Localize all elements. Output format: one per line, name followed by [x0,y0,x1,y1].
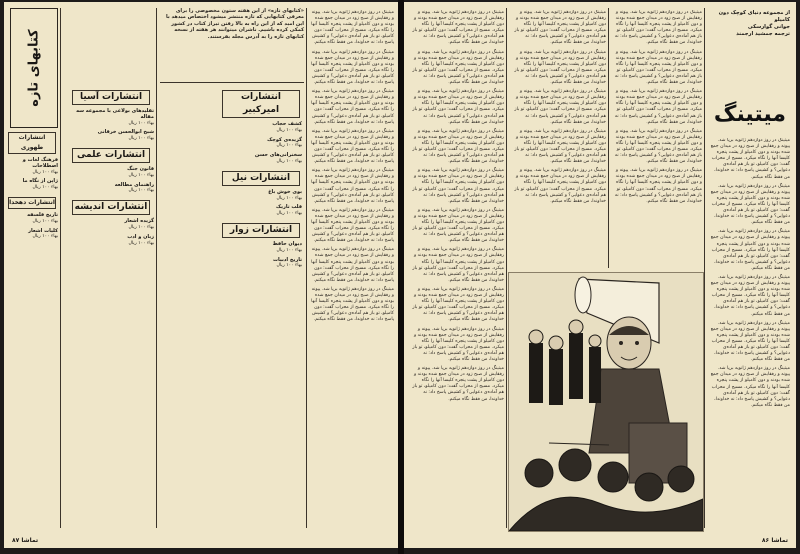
magazine-footer-right: ۸۶ تماشا [761,537,788,544]
book-entry: فرهنگ لغات و اصطلاحات بهاء ۱۰۰ ریال [22,157,58,175]
publisher-header: انتشارات دهخدا [8,197,56,209]
book-entry: قلب تاریک بهاء ۱۰۰ ریال [276,204,302,217]
section-title: کتابهای تازه [26,29,42,107]
book-entry: تقلیدهای بولاغی با مجموعه سه مقاله بهاء ۱۰۰ ریال [76,108,154,126]
section-title-box [10,8,58,128]
story-illustration [508,272,704,532]
book-entry: گزیده اشعار بهاء ۱۰۰ ریال [124,218,154,230]
column-rule [156,8,157,528]
story-column-4: میتینگ در روز دوازدهم ژانویه برپا شد. پپونه و رفقایش از صبح زود در میدان جمع شده بودند و دون کامیلو از پشت پنجره کلیسا آنها را نگاه میکرد. مسیح از محراب گفت: دون کامیلو، تو باز هم آماده‌ی دعوایی؟ و کشیش پاسخ داد: نه خداوندا، من فقط نگاه میکنم. میتینگ در روز دوازدهم ژانویه برپا شد. پپونه و رفقایش از صبح زود در میدان جمع شده بودند و دون کامیلو از پشت پنجره کلیسا آنها را نگاه میکرد. مسیح از محراب گفت: دون کامیلو، تو باز هم آماده‌ی دعوایی؟ و کشیش پاسخ داد: نه خداوندا، من فقط نگاه میکنم. میتینگ در روز دوازدهم ژانویه برپا شد. پپونه و رفقایش از صبح زود در میدان جمع شده بودند و دون کامیلو از پشت پنجره کلیسا آنها را نگاه میکرد. مسیح از محراب گفت: دون کامیلو، تو باز هم آماده‌ی دعوایی؟ و کشیش پاسخ داد: نه خداوندا، من فقط نگاه میکنم. میتینگ در روز دوازدهم ژانویه برپا شد. پپونه و رفقایش از صبح زود در میدان جمع شده بودند و دون کامیلو از پشت پنجره کلیسا آنها را نگاه میکرد. مسیح از محراب گفت: دون کامیلو، تو باز هم آماده‌ی دعوایی؟ و کشیش پاسخ داد: نه خداوندا، من فقط نگاه میکنم. میتینگ در روز دوازدهم ژانویه برپا شد. پپونه و رفقایش از صبح زود در میدان جمع شده بودند و دون کامیلو از پشت پنجره کلیسا آنها را نگاه میکرد. مسیح از محراب گفت: دون کامیلو، تو باز هم آماده‌ی دعوایی؟ و کشیش پاسخ داد: نه خداوندا، من فقط نگاه میکنم. میتینگ در روز دوازدهم ژانویه برپا شد. پپونه و رفقایش از صبح زود در میدان جمع شده بودند و دون کامیلو از پشت پنجره کلیسا آنها را نگاه میکرد. مسیح از محراب گفت: دون کامیلو، تو باز هم آماده‌ی دعوایی؟ و کشیش پاسخ داد: نه خداوندا، من فقط نگاه میکنم. میتینگ در روز دوازدهم ژانویه برپا شد. پپونه و رفقایش از صبح زود در میدان جمع شده بودند و دون کامیلو از پشت پنجره کلیسا آنها را نگاه میکرد. مسیح از محراب گفت: دون کامیلو، تو باز هم آماده‌ی دعوایی؟ و کشیش پاسخ داد: نه خداوندا، من فقط نگاه میکنم. میتینگ در روز دوازدهم ژانویه برپا شد. پپونه و رفقایش از صبح زود در میدان جمع شده بودند و دون کامیلو از پشت پنجره کلیسا آنها را نگاه میکرد. مسیح از محراب گفت: دون کامیلو، تو باز هم آماده‌ی دعوایی؟ و کشیش پاسخ داد: نه خداوندا، من فقط نگاه میکنم. میتینگ در روز دوازدهم ژانویه برپا شد. پپونه و رفقایش از صبح زود در میدان جمع شده بودند و دون کامیلو از پشت پنجره کلیسا آنها را نگاه میکرد. مسیح از محراب گفت: دون کامیلو، تو باز هم آماده‌ی دعوایی؟ و کشیش پاسخ داد: نه خداوندا، من فقط نگاه میکنم. میتینگ در روز دوازدهم ژانویه برپا شد. پپونه و رفقایش از صبح زود در میدان جمع شده بودند و دون کامیلو از پشت پنجره کلیسا آنها را نگاه میکرد. مسیح از محراب گفت: دون کامیلو، تو باز هم آماده‌ی دعوایی؟ و کشیش پاسخ داد: نه خداوندا، من فقط نگاه میکنم. [412,10,504,402]
book-entry: قانون جنگ بهاء ۱۰۰ ریال [127,165,154,178]
book-entry: سخنرانی‌های حسن بهاء ۱۰۰ ریال [254,152,302,164]
book-entry: تاریخ ادبیات بهاء ۱۰۰ ریال [273,256,302,269]
story-headline: میتینگ [713,102,786,127]
column-rule [506,8,507,528]
publisher-header: انتشارات طهوری [8,132,56,154]
intro-paragraph: «کتابهای تازه» از این هفته ستون مخصوصی را برای معرفی کتابهایی که تازه منتشر میشود اختصاص میدهد با این امید که از این راه به بالا رفتن تیراژ کتاب در کشور کمکی کرده باشیم. ناشران میتوانند هر هفته از نسخه کتابهای تازه را به آدرس مجله بفرستند. [166,8,304,40]
editorial-column: میتینگ در روز دوازدهم ژانویه برپا شد. پپونه و رفقایش از صبح زود در میدان جمع شده بودند و دون کامیلو از پشت پنجره کلیسا آنها را نگاه میکرد. مسیح از محراب گفت: دون کامیلو، تو باز هم آماده‌ی دعوایی؟ و کشیش پاسخ داد: نه خداوندا، من فقط نگاه میکنم. میتینگ در روز دوازدهم ژانویه برپا شد. پپونه و رفقایش از صبح زود در میدان جمع شده بودند و دون کامیلو از پشت پنجره کلیسا آنها را نگاه میکرد. مسیح از محراب گفت: دون کامیلو، تو باز هم آماده‌ی دعوایی؟ و کشیش پاسخ داد: نه خداوندا، من فقط نگاه میکنم. میتینگ در روز دوازدهم ژانویه برپا شد. پپونه و رفقایش از صبح زود در میدان جمع شده بودند و دون کامیلو از پشت پنجره کلیسا آنها را نگاه میکرد. مسیح از محراب گفت: دون کامیلو، تو باز هم آماده‌ی دعوایی؟ و کشیش پاسخ داد: نه خداوندا، من فقط نگاه میکنم. میتینگ در روز دوازدهم ژانویه برپا شد. پپونه و رفقایش از صبح زود در میدان جمع شده بودند و دون کامیلو از پشت پنجره کلیسا آنها را نگاه میکرد. مسیح از محراب گفت: دون کامیلو، تو باز هم آماده‌ی دعوایی؟ و کشیش پاسخ داد: نه خداوندا، من فقط نگاه میکنم. میتینگ در روز دوازدهم ژانویه برپا شد. پپونه و رفقایش از صبح زود در میدان جمع شده بودند و دون کامیلو از پشت پنجره کلیسا آنها را نگاه میکرد. مسیح از محراب گفت: دون کامیلو، تو باز هم آماده‌ی دعوایی؟ و کشیش پاسخ داد: نه خداوندا، من فقط نگاه میکنم. میتینگ در روز دوازدهم ژانویه برپا شد. پپونه و رفقایش از صبح زود در میدان جمع شده بودند و دون کامیلو از پشت پنجره کلیسا آنها را نگاه میکرد. مسیح از محراب گفت: دون کامیلو، تو باز هم آماده‌ی دعوایی؟ و کشیش پاسخ داد: نه خداوندا، من فقط نگاه میکنم. میتینگ در روز دوازدهم ژانویه برپا شد. پپونه و رفقایش از صبح زود در میدان جمع شده بودند و دون کامیلو از پشت پنجره کلیسا آنها را نگاه میکرد. مسیح از محراب گفت: دون کامیلو، تو باز هم آماده‌ی دعوایی؟ و کشیش پاسخ داد: نه خداوندا، من فقط نگاه میکنم. میتینگ در روز دوازدهم ژانویه برپا شد. پپونه و رفقایش از صبح زود در میدان جمع شده بودند و دون کامیلو از پشت پنجره کلیسا آنها را نگاه میکرد. مسیح از محراب گفت: دون کامیلو، تو باز هم آماده‌ی دعوایی؟ و کشیش پاسخ داد: نه خداوندا، من فقط نگاه میکنم. [311,10,394,323]
publisher-header: انتشارات امیرکبیر [222,90,300,118]
book-entry: بوی خوش باغ بهاء ۱۰۰ ریال [268,188,302,201]
story-column-3: میتینگ در روز دوازدهم ژانویه برپا شد. پپونه و رفقایش از صبح زود در میدان جمع شده بودند و دون کامیلو از پشت پنجره کلیسا آنها را نگاه میکرد. مسیح از محراب گفت: دون کامیلو، تو باز هم آماده‌ی دعوایی؟ و کشیش پاسخ داد: نه خداوندا، من فقط نگاه میکنم. میتینگ در روز دوازدهم ژانویه برپا شد. پپونه و رفقایش از صبح زود در میدان جمع شده بودند و دون کامیلو از پشت پنجره کلیسا آنها را نگاه میکرد. مسیح از محراب گفت: دون کامیلو، تو باز هم آماده‌ی دعوایی؟ و کشیش پاسخ داد: نه خداوندا، من فقط نگاه میکنم. میتینگ در روز دوازدهم ژانویه برپا شد. پپونه و رفقایش از صبح زود در میدان جمع شده بودند و دون کامیلو از پشت پنجره کلیسا آنها را نگاه میکرد. مسیح از محراب گفت: دون کامیلو، تو باز هم آماده‌ی دعوایی؟ و کشیش پاسخ داد: نه خداوندا، من فقط نگاه میکنم. میتینگ در روز دوازدهم ژانویه برپا شد. پپونه و رفقایش از صبح زود در میدان جمع شده بودند و دون کامیلو از پشت پنجره کلیسا آنها را نگاه میکرد. مسیح از محراب گفت: دون کامیلو، تو باز هم آماده‌ی دعوایی؟ و کشیش پاسخ داد: نه خداوندا، من فقط نگاه میکنم. میتینگ در روز دوازدهم ژانویه برپا شد. پپونه و رفقایش از صبح زود در میدان جمع شده بودند و دون کامیلو از پشت پنجره کلیسا آنها را نگاه میکرد. مسیح از محراب گفت: دون کامیلو، تو باز هم آماده‌ی دعوایی؟ و کشیش پاسخ داد: نه خداوندا، من فقط نگاه میکنم. [514,10,606,204]
publisher-header: انتشارات آسیا [72,90,150,105]
intro-divider [160,82,304,83]
book-entry: کلیات اشعار بهاء ۱۰۰ ریال [28,227,58,240]
column-rule [306,8,307,528]
magazine-footer-left: تماشا ۸۷ [12,537,39,544]
publisher-column-left [8,132,58,532]
column-rule [704,8,705,528]
publisher-column-b [162,90,302,530]
book-entry: دیوان حافظ بهاء ۱۰۰ ریال [272,240,302,253]
book-entry: شیخ ابوالحسن خرقانی بهاء ۱۰۰ ریال [97,129,154,142]
publisher-header: انتشارات زوار [222,223,300,238]
rally-illustration [509,273,703,531]
publisher-header: انتشارات نیل [222,171,300,186]
book-entry: زبان و ادب بهاء ۱۰۰ ریال [127,233,154,246]
publisher-header: انتشارات اندیشه [72,200,150,215]
book-entry: گزیده‌ی کوچک بهاء ۱۰۰ ریال [267,136,302,149]
right-page [404,2,796,548]
publisher-header: انتشارات علمی [72,148,150,163]
left-page [4,2,398,548]
story-column-2: میتینگ در روز دوازدهم ژانویه برپا شد. پپونه و رفقایش از صبح زود در میدان جمع شده بودند و دون کامیلو از پشت پنجره کلیسا آنها را نگاه میکرد. مسیح از محراب گفت: دون کامیلو، تو باز هم آماده‌ی دعوایی؟ و کشیش پاسخ داد: نه خداوندا، من فقط نگاه میکنم. میتینگ در روز دوازدهم ژانویه برپا شد. پپونه و رفقایش از صبح زود در میدان جمع شده بودند و دون کامیلو از پشت پنجره کلیسا آنها را نگاه میکرد. مسیح از محراب گفت: دون کامیلو، تو باز هم آماده‌ی دعوایی؟ و کشیش پاسخ داد: نه خداوندا، من فقط نگاه میکنم. میتینگ در روز دوازدهم ژانویه برپا شد. پپونه و رفقایش از صبح زود در میدان جمع شده بودند و دون کامیلو از پشت پنجره کلیسا آنها را نگاه میکرد. مسیح از محراب گفت: دون کامیلو، تو باز هم آماده‌ی دعوایی؟ و کشیش پاسخ داد: نه خداوندا، من فقط نگاه میکنم. میتینگ در روز دوازدهم ژانویه برپا شد. پپونه و رفقایش از صبح زود در میدان جمع شده بودند و دون کامیلو از پشت پنجره کلیسا آنها را نگاه میکرد. مسیح از محراب گفت: دون کامیلو، تو باز هم آماده‌ی دعوایی؟ و کشیش پاسخ داد: نه خداوندا، من فقط نگاه میکنم. میتینگ در روز دوازدهم ژانویه برپا شد. پپونه و رفقایش از صبح زود در میدان جمع شده بودند و دون کامیلو از پشت پنجره کلیسا آنها را نگاه میکرد. مسیح از محراب گفت: دون کامیلو، تو باز هم آماده‌ی دعوایی؟ و کشیش پاسخ داد: نه خداوندا، من فقط نگاه میکنم. [614,10,702,204]
book-entry: کشف حجاب بهاء ۱۰۰ ریال [272,121,302,133]
story-column-1: میتینگ در روز دوازدهم ژانویه برپا شد. پپونه و رفقایش از صبح زود در میدان جمع شده بودند و دون کامیلو از پشت پنجره کلیسا آنها را نگاه میکرد. مسیح از محراب گفت: دون کامیلو، تو باز هم آماده‌ی دعوایی؟ و کشیش پاسخ داد: نه خداوندا، من فقط نگاه میکنم. میتینگ در روز دوازدهم ژانویه برپا شد. پپونه و رفقایش از صبح زود در میدان جمع شده بودند و دون کامیلو از پشت پنجره کلیسا آنها را نگاه میکرد. مسیح از محراب گفت: دون کامیلو، تو باز هم آماده‌ی دعوایی؟ و کشیش پاسخ داد: نه خداوندا، من فقط نگاه میکنم. میتینگ در روز دوازدهم ژانویه برپا شد. پپونه و رفقایش از صبح زود در میدان جمع شده بودند و دون کامیلو از پشت پنجره کلیسا آنها را نگاه میکرد. مسیح از محراب گفت: دون کامیلو، تو باز هم آماده‌ی دعوایی؟ و کشیش پاسخ داد: نه خداوندا، من فقط نگاه میکنم. میتینگ در روز دوازدهم ژانویه برپا شد. پپونه و رفقایش از صبح زود در میدان جمع شده بودند و دون کامیلو از پشت پنجره کلیسا آنها را نگاه میکرد. مسیح از محراب گفت: دون کامیلو، تو باز هم آماده‌ی دعوایی؟ و کشیش پاسخ داد: نه خداوندا، من فقط نگاه میکنم. میتینگ در روز دوازدهم ژانویه برپا شد. پپونه و رفقایش از صبح زود در میدان جمع شده بودند و دون کامیلو از پشت پنجره کلیسا آنها را نگاه میکرد. مسیح از محراب گفت: دون کامیلو، تو باز هم آماده‌ی دعوایی؟ و کشیش پاسخ داد: نه خداوندا، من فقط نگاه میکنم. میتینگ در روز دوازدهم ژانویه برپا شد. پپونه و رفقایش از صبح زود در میدان جمع شده بودند و دون کامیلو از پشت پنجره کلیسا آنها را نگاه میکرد. مسیح از محراب گفت: دون کامیلو، تو باز هم آماده‌ی دعوایی؟ و کشیش پاسخ داد: نه خداوندا، من فقط نگاه میکنم. [710,138,790,408]
story-credits: از مجموعه دنیای کوچک دون کامیلو جوانی گوارسکی ترجمه جمشید ارجمند [718,10,790,37]
publisher-column-a [64,90,154,530]
column-rule [608,8,609,268]
book-entry: ژاپن از نگاه ما بهاء ۱۰۰ ریال [22,178,58,191]
column-rule [60,8,61,528]
book-entry: تاریخ فلسفه بهاء ۱۰۰ ریال [27,211,58,224]
book-entry: راهنمای مطالعه بهاء ۱۰۰ ریال [114,181,154,194]
